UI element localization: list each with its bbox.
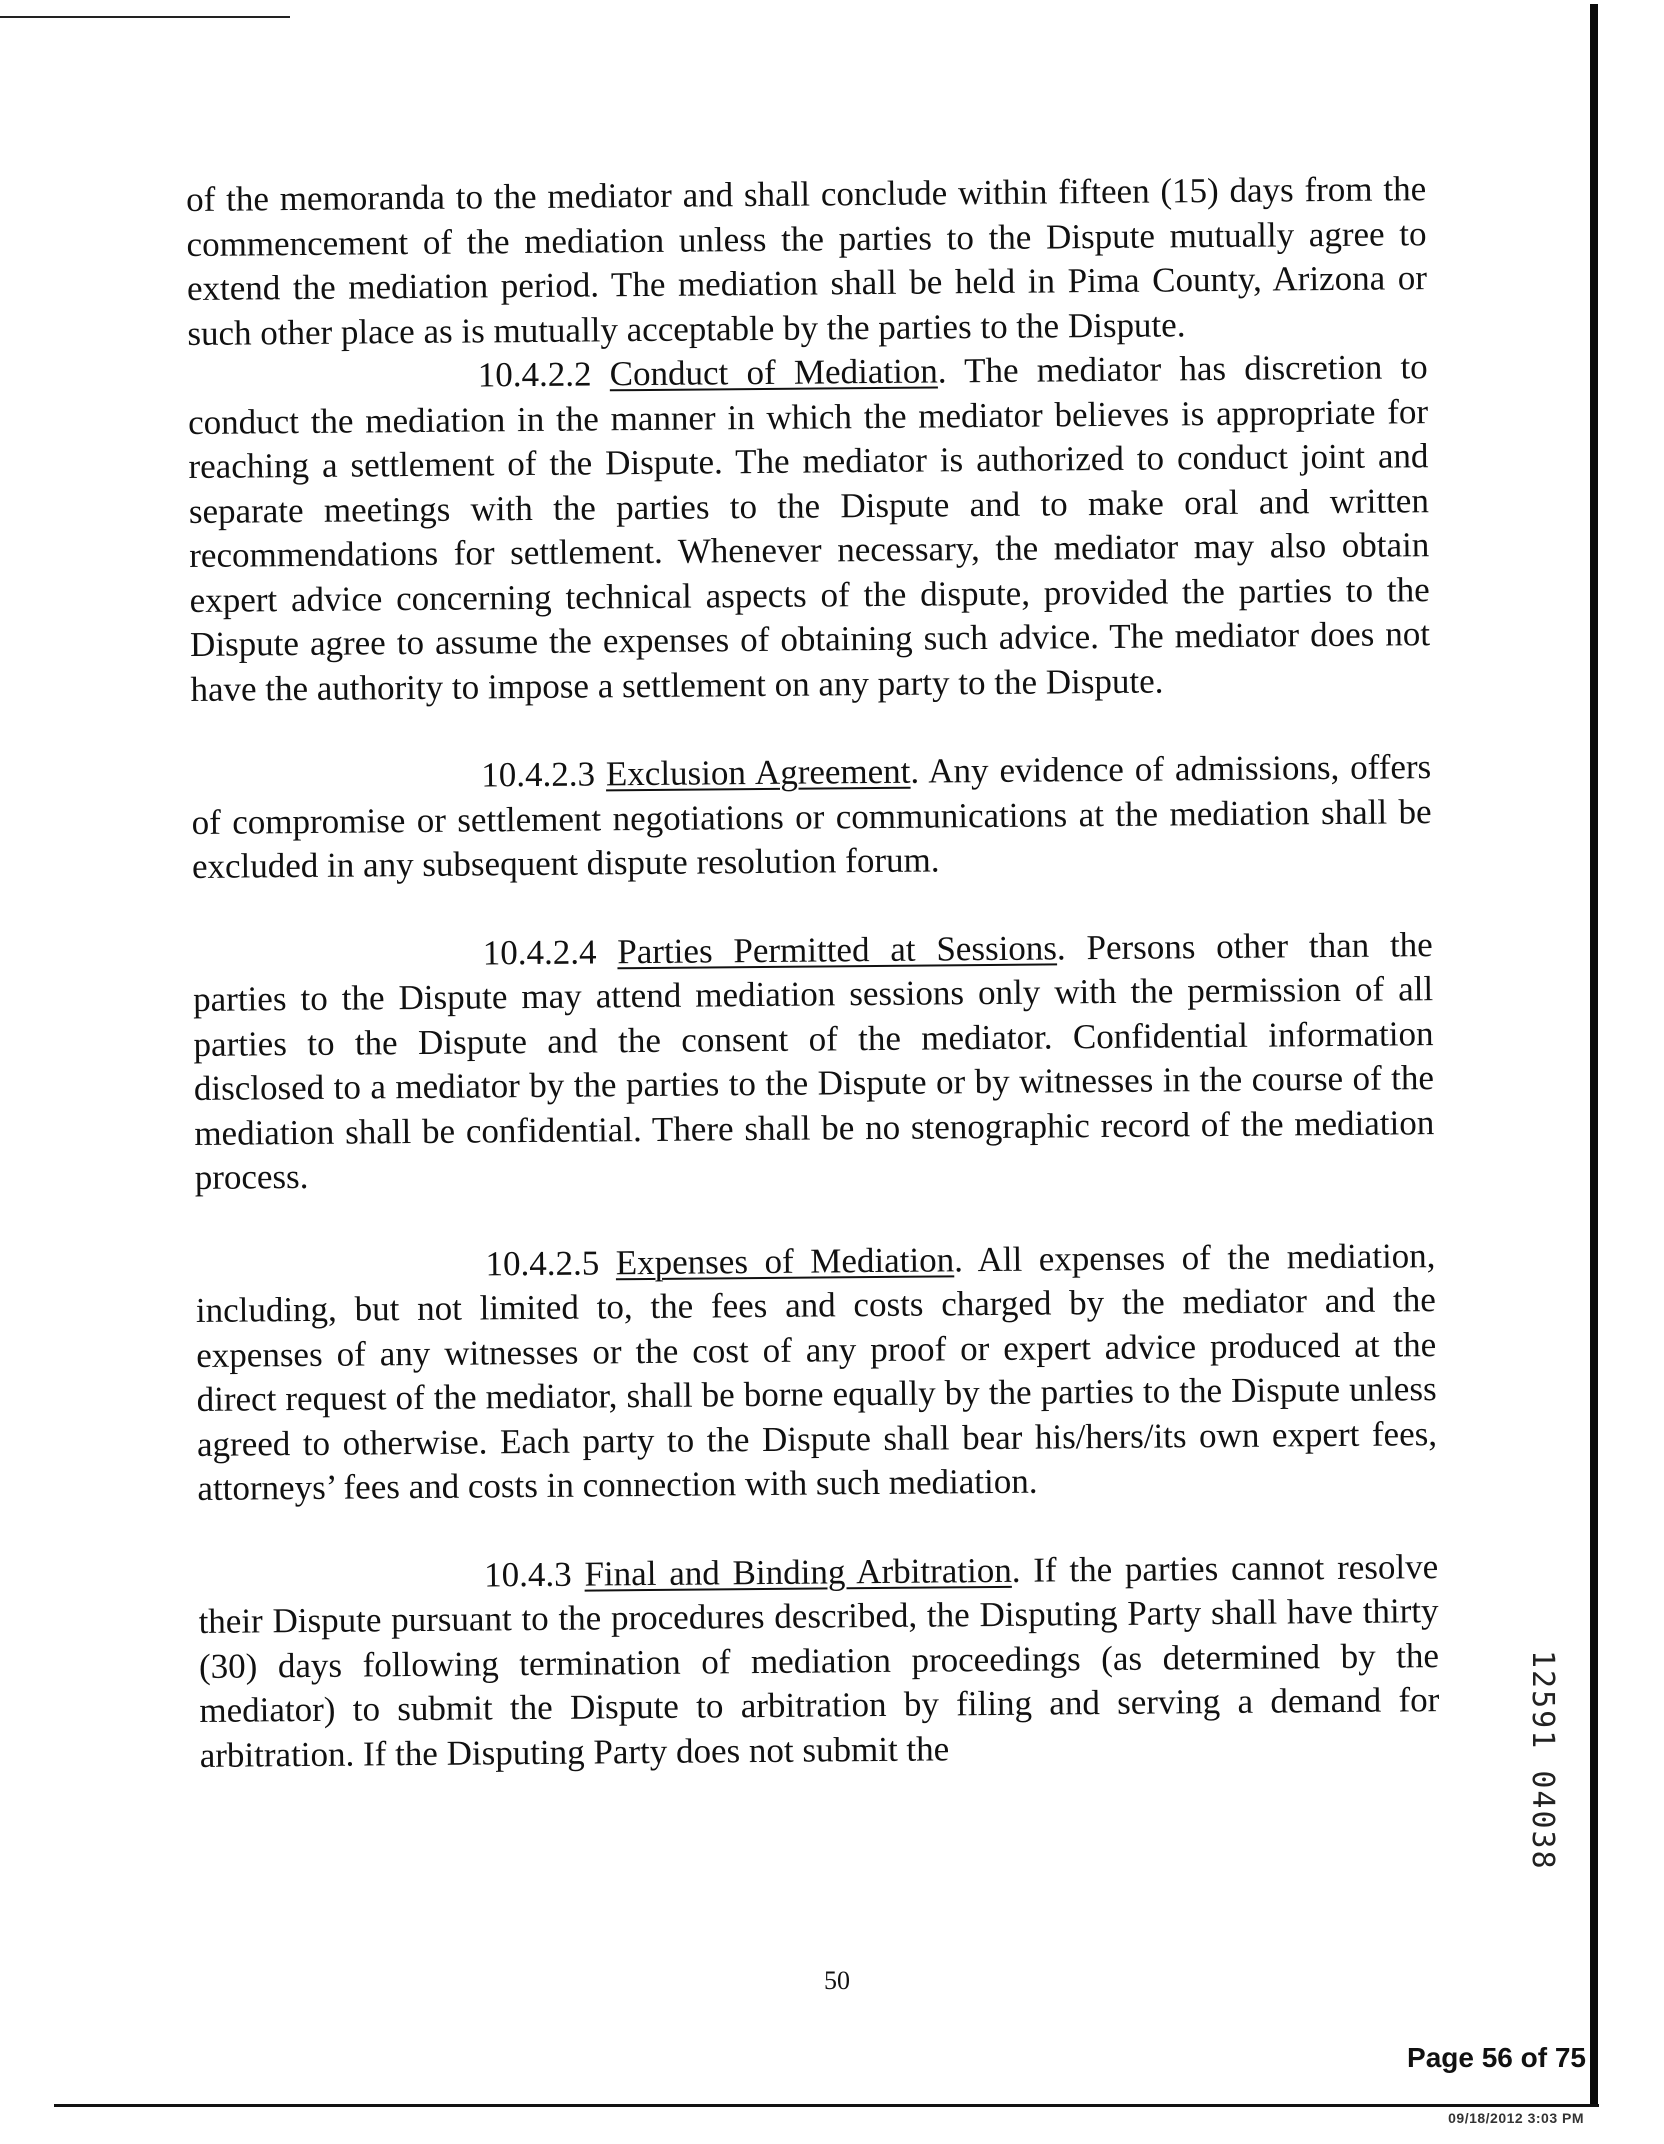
section-text: All expenses of the mediation, including, but not limited to, the fees and costs charged by the mediator and the expenses of any witnesses or the cost of any proof or expert advice produced at the direct request of the mediator, shall be borne equally by the parties to the Dispute unless agreed to otherwise. Each party to the Dispute shall bear his/hers/its own expert fees, attorneys’ fees and costs in connection with such mediation. [195, 1235, 1438, 1508]
section-title: Final and Binding Arbitration [584, 1550, 1012, 1594]
document-body [186, 167, 1440, 1778]
paragraph-text: of the memoranda to the mediator and shall conclude within fifteen (15) days from the commencement of the mediation unless the parties to the Dispute mutually agree to extend the mediation period. The mediation shall be held in Pima County, Arizona or such other place as is mutually acceptable by the parties to the Dispute. [186, 169, 1428, 353]
section-title: Parties Permitted at Sessions [617, 927, 1058, 971]
section-number: 10.4.2.5 [485, 1242, 600, 1283]
section-number: 10.4.3 [484, 1554, 572, 1594]
section-10-4-2-2: 10.4.2.2 Conduct of Mediation. The mediator has discretion to conduct the mediation in the manner in which the mediator believes is appropriate for reaching a settlement of the Dispute. The mediator is authorized to conduct joint and separate meetings with the parties to the Dispute and to make oral and written recommendations for settlement. Whenever necessary, the mediator may also obtain expert advice concerning technical aspects of the dispute, provided the parties to the Dispute agree to assume the expenses of obtaining such advice. The mediator does not have the authority to impose a settlement on any party to the Dispute. [187, 347, 1431, 709]
section-text: Any evidence of admissions, offers of compromise or settlement negotiations or communications at the mediation shall be excluded in any subsequent dispute resolution forum. [191, 747, 1432, 886]
section-title: Conduct of Mediation [609, 351, 938, 394]
section-10-4-2-4: 10.4.2.4 Parties Permitted at Sessions. Persons other than the parties to the Dispute may attend mediation sessions only with the permission of all parties to the Dispute and the consent of the mediator. Confidential information disclosed to a mediator by the parties to the Dispute or by witnesses in the course of the mediation shall be confidential. There shall be no stenographic record of the mediation process. [192, 924, 1435, 1197]
section-number: 10.4.2.4 [482, 931, 597, 972]
paragraph-continuation [186, 167, 1428, 356]
section-title: Exclusion Agreement [605, 751, 911, 794]
scan-artifact-bottom-line [54, 2104, 1599, 2107]
section-number: 10.4.2.3 [481, 754, 596, 795]
section-10-4-2-5: 10.4.2.5 Expenses of Mediation. All expenses of the mediation, including, but not limited to, the fees and costs charged by the mediator and the expenses of any witnesses or the cost of any proof or expert advice produced at the direct request of the mediator, shall be borne equally by the parties to the Dispute unless agreed to otherwise. Each party to the Dispute shall bear his/hers/its own expert fees, attorneys’ fees and costs in connection with such mediation. [195, 1235, 1438, 1508]
section-text: The mediator has discretion to conduct the mediation in the manner in which the mediator believes is appropriate for reaching a settlement of the Dispute. The mediator is authorized to conduct joint and separate meetings with the parties to the Dispute and to make oral and written recommendations for settlement. Whenever necessary, the mediator may also obtain expert advice concerning technical aspects of the dispute, provided the parties to the Dispute agree to assume the expenses of obtaining such advice. The mediator does not have the authority to impose a settlement on any party to the Dispute. [187, 347, 1431, 709]
section-title: Expenses of Mediation [615, 1239, 955, 1282]
filing-timestamp: 09/18/2012 3:03 PM [1448, 2110, 1584, 2126]
section-10-4-3: 10.4.3 Final and Binding Arbitration. If the parties cannot resolve their Dispute pursuant to the procedures described, the Disputing Party shall have thirty (30) days following termination of mediation proceedings (as determined by the mediator) to submit the Dispute to arbitration by filing and serving a demand for arbitration. If the Disputing Party does not submit the [198, 1546, 1440, 1775]
section-text: Persons other than the parties to the Dispute may attend mediation sessions only with the permission of all parties to the Dispute and the consent of the mediator. Confidential information disclosed to a mediator by the parties to the Dispute or by witnesses in the course of the mediation shall be confidential. There shall be no stenographic record of the mediation process. [192, 924, 1435, 1197]
section-number: 10.4.2.2 [477, 354, 592, 395]
section-text: If the parties cannot resolve their Dispute pursuant to the procedures described, the Disputing Party shall have thirty (30) days following termination of mediation proceedings (as determined by the mediator) to submit the Dispute to arbitration by filing and serving a demand for arbitration. If the Disputing Party does not submit the [198, 1546, 1440, 1775]
page-number: 50 [824, 1966, 850, 1995]
scan-artifact-right-edge [1590, 4, 1598, 2104]
section-10-4-2-3: 10.4.2.3 Exclusion Agreement. Any evidence of admissions, offers of compromise or settlement negotiations or communications at the mediation shall be excluded in any subsequent dispute resolution forum. [191, 747, 1432, 886]
bates-number-stamp: 12591 04038 [1525, 1650, 1560, 1871]
page-count-stamp: Page 56 of 75 [1407, 2042, 1586, 2073]
scan-artifact-top-line [0, 16, 290, 18]
